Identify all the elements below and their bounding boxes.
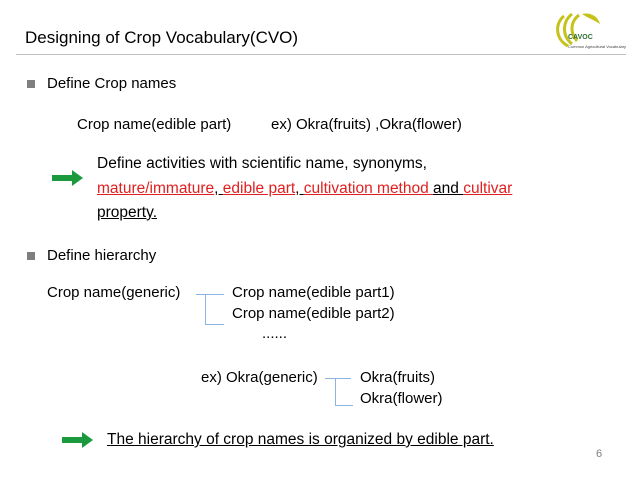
term-cultivar: cultivar bbox=[463, 180, 513, 197]
bullet-define-crop-names: Define Crop names bbox=[47, 75, 177, 92]
activities-line3: property. bbox=[97, 204, 158, 221]
term-cultivation-method: cultivation method bbox=[303, 180, 434, 197]
hierarchy-generic: Crop name(generic) bbox=[47, 284, 181, 301]
connector-and: and bbox=[433, 180, 464, 197]
term-maturity: mature/immature bbox=[97, 180, 215, 197]
separator: , bbox=[295, 180, 304, 197]
tree-connector bbox=[335, 405, 353, 406]
example-child1: Okra(fruits) bbox=[360, 369, 435, 386]
crop-name-example: ex) Okra(fruits) ,Okra(flower) bbox=[271, 116, 462, 133]
example-generic: ex) Okra(generic) bbox=[201, 369, 318, 386]
crop-name-label: Crop name(edible part) bbox=[77, 116, 232, 133]
right-arrow-icon bbox=[62, 430, 94, 450]
hierarchy-child1: Crop name(edible part1) bbox=[232, 284, 395, 301]
logo-subtitle: Common Agricultural Vocabulary bbox=[568, 44, 627, 49]
conclusion-text: The hierarchy of crop names is organized by edible part. bbox=[107, 431, 494, 448]
page-number: 6 bbox=[596, 448, 603, 460]
right-arrow-icon bbox=[52, 168, 84, 188]
bullet-marker bbox=[27, 80, 35, 88]
slide-title: Designing of Crop Vocabulary(CVO) bbox=[25, 28, 299, 47]
tree-connector bbox=[205, 324, 224, 325]
title-divider bbox=[16, 54, 626, 55]
term-edible-part: edible part bbox=[222, 180, 296, 197]
tree-connector bbox=[335, 378, 336, 406]
tree-connector bbox=[205, 294, 206, 325]
logo-wordmark: CAVOC bbox=[568, 34, 593, 41]
bullet-marker bbox=[27, 252, 35, 260]
bullet-define-hierarchy: Define hierarchy bbox=[47, 247, 157, 264]
hierarchy-ellipsis: ...... bbox=[262, 325, 288, 342]
tree-connector bbox=[196, 294, 224, 295]
separator: , bbox=[214, 180, 223, 197]
activities-line1: Define activities with scientific name, synonyms, bbox=[97, 155, 427, 172]
example-child2: Okra(flower) bbox=[360, 390, 443, 407]
tree-connector bbox=[325, 378, 351, 379]
hierarchy-child2: Crop name(edible part2) bbox=[232, 305, 395, 322]
activities-line2 bbox=[97, 180, 512, 198]
